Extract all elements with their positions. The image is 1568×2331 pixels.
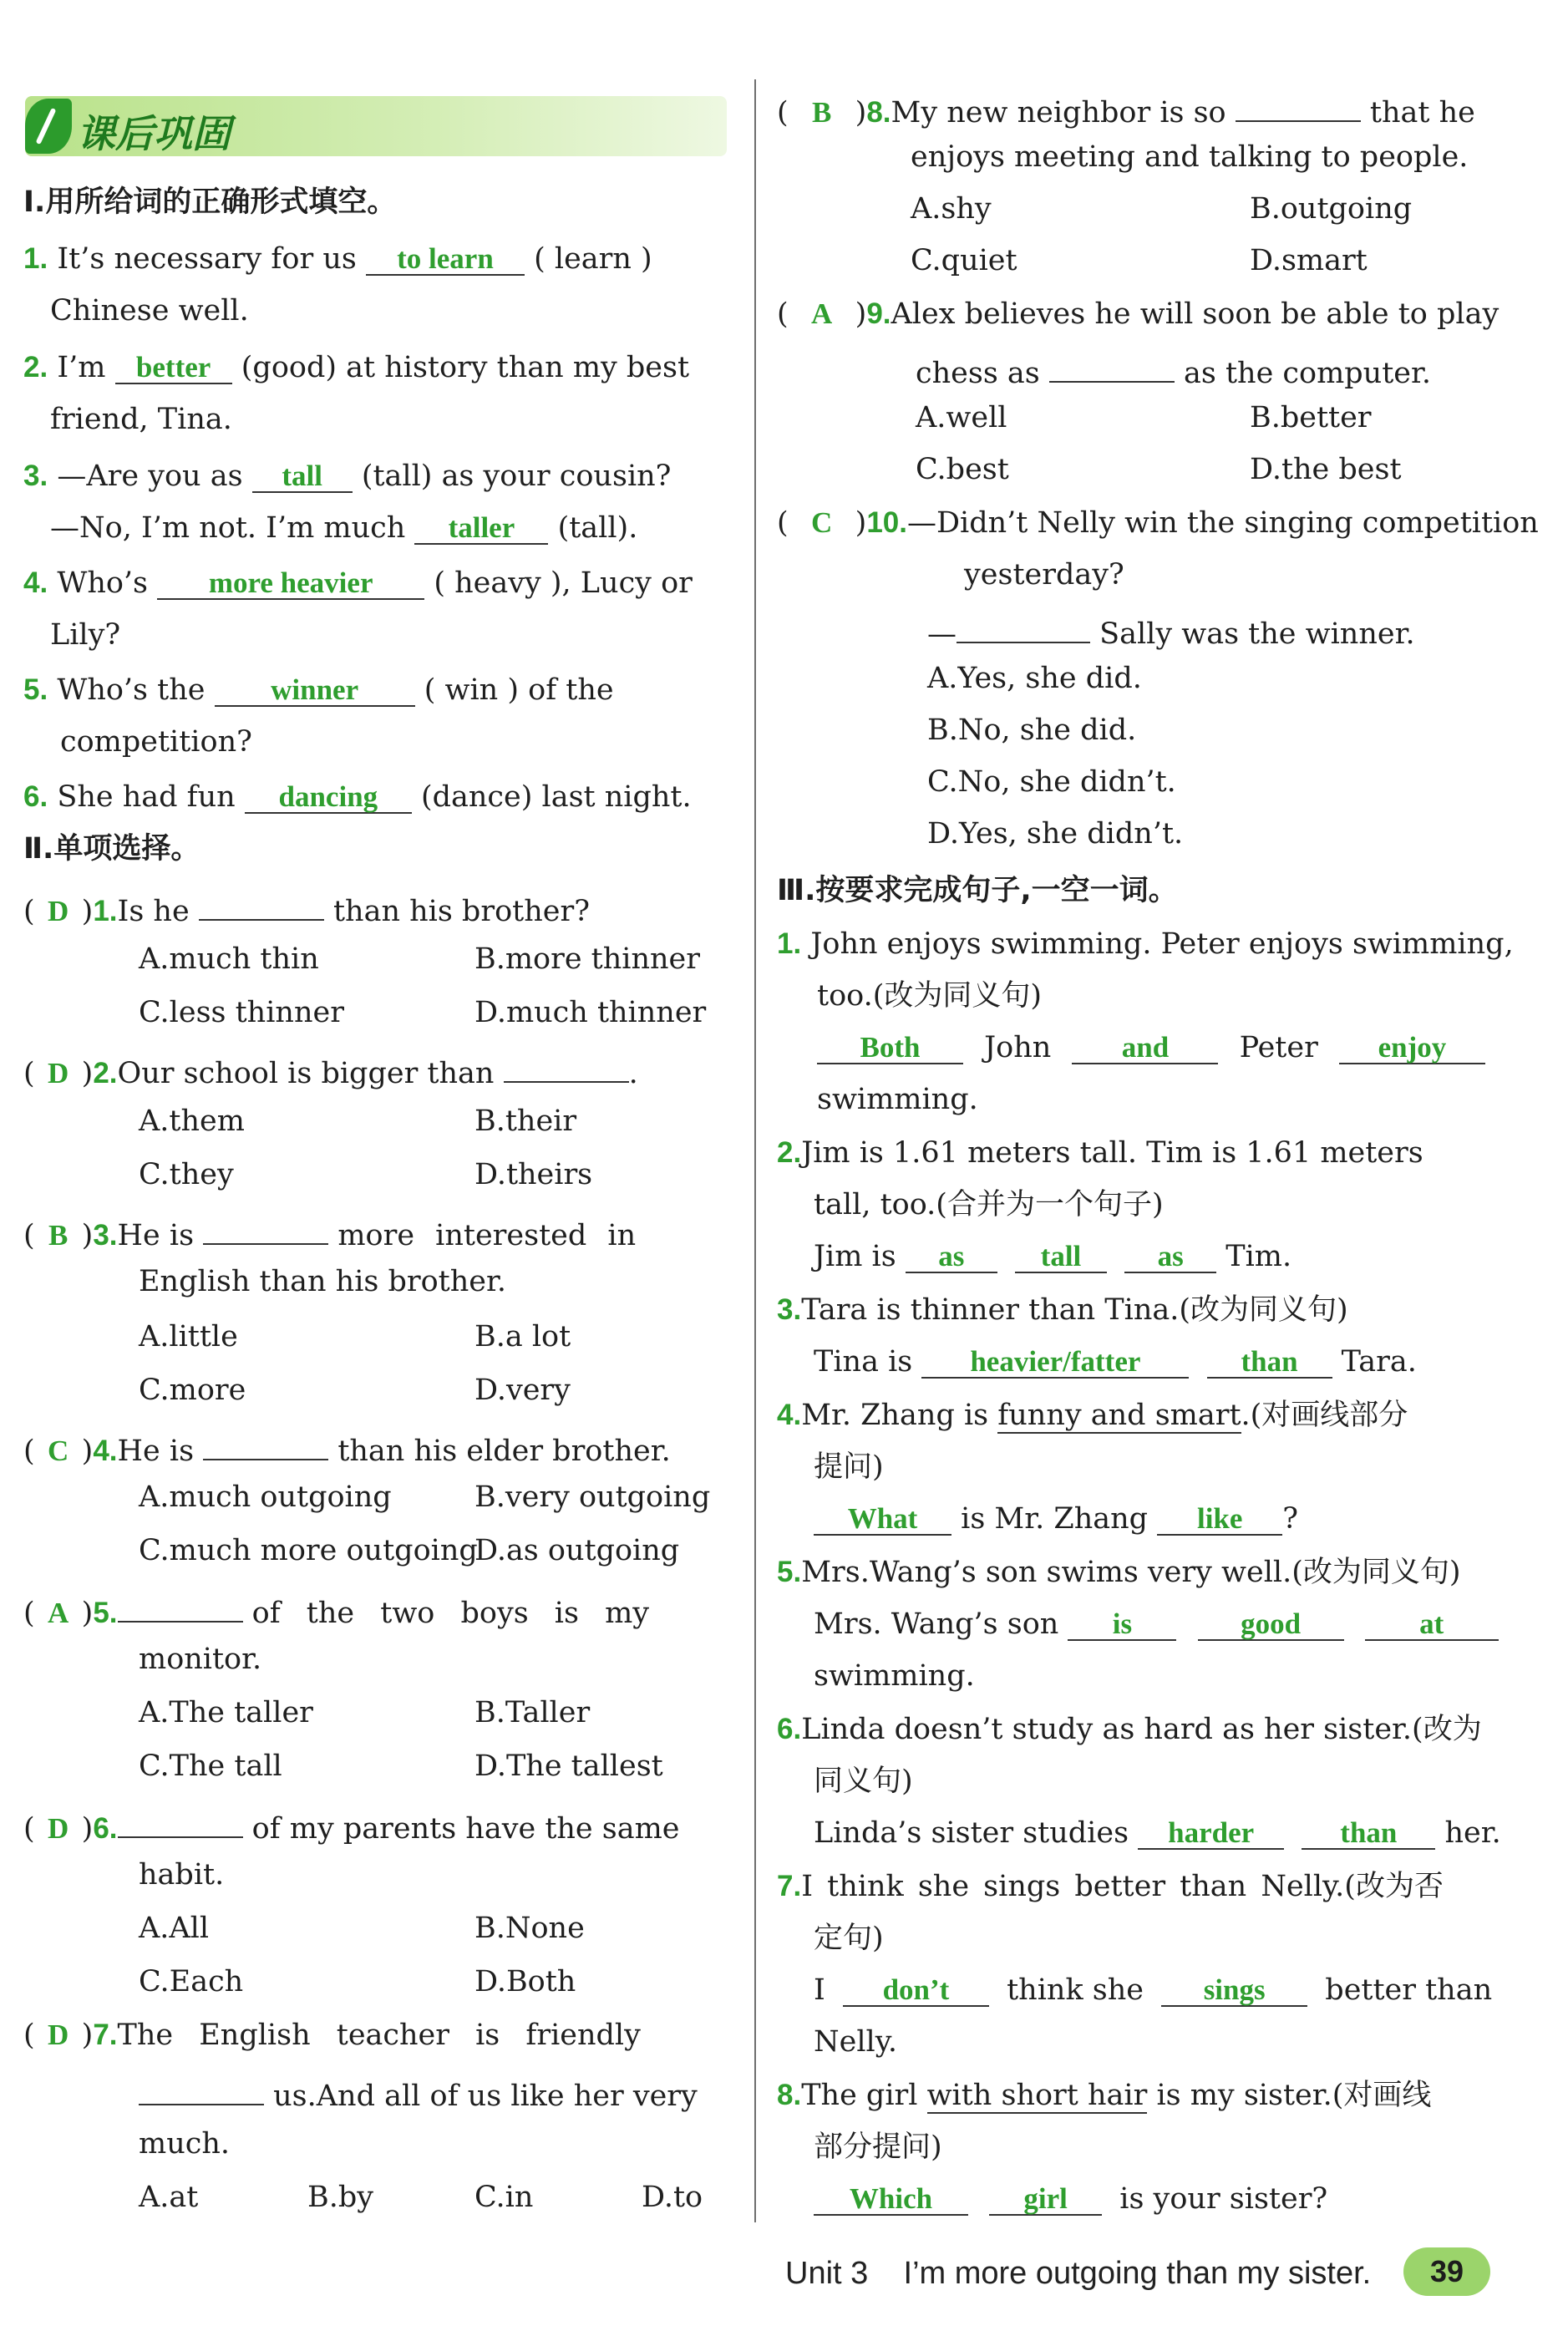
rewrite-item-2: 2.Jim is 1.61 meters tall. Tim is 1.61 meters (777, 1136, 1423, 1170)
mc-3-option-c[interactable]: C.more (139, 1374, 246, 1407)
section-3-title: Ⅲ.按要求完成句子,一空一词。 (777, 874, 1178, 907)
mc-10-option-c[interactable]: C.No, she didn’t. (927, 765, 1176, 799)
mc-5-option-c[interactable]: C.The tall (139, 1750, 282, 1783)
mc-5-cont: monitor. (139, 1643, 262, 1676)
fill-item-3-line2: —No, I’m not. I’m much taller (tall). (50, 511, 638, 545)
mc-question-5: ( A )5. of the two boys is my (23, 1587, 649, 1632)
mc-9-option-b[interactable]: B.better (1250, 401, 1372, 434)
rewrite-8-answer: Which girl is your sister? (814, 2181, 1327, 2217)
mc-5-option-d[interactable]: D.The tallest (474, 1750, 663, 1783)
mc-6-option-c[interactable]: C.Each (139, 1965, 244, 1998)
mc-4-option-c[interactable]: C.much more outgoing (139, 1534, 478, 1567)
mc-7-option-a[interactable]: A.at (139, 2181, 199, 2214)
mc-7-option-d[interactable]: D.to (642, 2181, 703, 2214)
mc-1-option-a[interactable]: A.much thin (139, 942, 319, 976)
rewrite-5-cont: swimming. (814, 1659, 975, 1693)
mc-question-7: ( D )7.The English teacher is friendly (23, 2019, 641, 2052)
mc-10-option-a[interactable]: A.Yes, she did. (927, 662, 1142, 695)
mc-4-option-b[interactable]: B.very outgoing (474, 1480, 711, 1514)
rewrite-1-instruction: too.(改为同义句) (817, 979, 1043, 1013)
mc-question-6: ( D )6. of my parents have the same (23, 1803, 680, 1847)
fill-item-1-cont: Chinese well. (50, 294, 249, 328)
fill-item-5-cont: competition? (60, 725, 252, 759)
mc-1-option-c[interactable]: C.less thinner (139, 996, 344, 1029)
fill-item-6: 6. She had fun dancing (dance) last night. (23, 780, 692, 814)
column-divider (754, 79, 756, 2222)
rewrite-4-instruction: 提问) (814, 1450, 884, 1484)
fill-item-4-cont: Lily? (50, 618, 121, 652)
mc-8-option-a[interactable]: A.shy (911, 192, 992, 226)
mc-5-option-a[interactable]: A.The taller (139, 1696, 313, 1729)
page-number: 39 (1403, 2247, 1490, 2296)
mc-9-option-a[interactable]: A.well (916, 401, 1007, 434)
mc-7-option-b[interactable]: B.by (307, 2181, 374, 2214)
mc-5-option-b[interactable]: B.Taller (474, 1696, 591, 1729)
rewrite-4-answer: What is Mr. Zhang like ? (814, 1501, 1298, 1537)
section-2-title: Ⅱ.单项选择。 (23, 832, 200, 866)
mc-question-1: ( D )1.Is he than his brother? (23, 886, 590, 930)
fill-item-2: 2. I’m better (good) at history than my best (23, 351, 690, 384)
mc-8-option-c[interactable]: C.quiet (911, 244, 1017, 277)
mc-1-option-d[interactable]: D.much thinner (474, 996, 707, 1029)
mc-10-line2: yesterday? (964, 558, 1124, 592)
fill-item-2-cont: friend, Tina. (50, 403, 232, 436)
rewrite-item-3: 3.Tara is thinner than Tina.(改为同义句) (777, 1293, 1348, 1327)
fill-item-4: 4. Who’s more heavier ( heavy ), Lucy or (23, 566, 693, 600)
mc-4-option-a[interactable]: A.much outgoing (139, 1480, 392, 1514)
section-1-title: Ⅰ.用所给词的正确形式填空。 (23, 185, 397, 219)
rewrite-8-instruction: 部分提问) (814, 2130, 942, 2164)
footer-unit: Unit 3 (785, 2256, 869, 2291)
rewrite-7-instruction: 定句) (814, 1922, 884, 1955)
mc-6-option-a[interactable]: A.All (139, 1912, 210, 1945)
mc-6-cont: habit. (139, 1858, 225, 1892)
rewrite-1-answer: Both John and Peter enjoy (817, 1029, 1485, 1066)
mc-6-option-d[interactable]: D.Both (474, 1965, 576, 1998)
mc-9-line2: chess as as the computer. (916, 348, 1431, 392)
mc-4-option-d[interactable]: D.as outgoing (474, 1534, 680, 1567)
mc-question-9: ( A )9.Alex believes he will soon be able to play (777, 297, 1499, 331)
mc-10-option-b[interactable]: B.No, she did. (927, 714, 1137, 747)
rewrite-item-6: 6.Linda doesn’t study as hard as her sister.(改为 (777, 1713, 1482, 1746)
mc-10-line3: — Sally was the winner. (927, 608, 1415, 653)
mc-7-option-c[interactable]: C.in (474, 2181, 534, 2214)
rewrite-7-answer: I don’t think she sings better than (814, 1973, 1493, 2007)
mc-question-4: ( C )4.He is than his elder brother. (23, 1425, 671, 1470)
rewrite-item-4: 4.Mr. Zhang is funny and smart.(对画线部分 (777, 1399, 1408, 1432)
mc-10-option-d[interactable]: D.Yes, she didn’t. (927, 817, 1184, 851)
mc-2-option-c[interactable]: C.they (139, 1158, 234, 1191)
mc-question-10: ( C )10.—Didn’t Nelly win the singing competition (777, 506, 1539, 540)
mc-8-cont: enjoys meeting and talking to people. (911, 140, 1469, 174)
footer-title: I’m more outgoing than my sister. (903, 2256, 1372, 2291)
mc-8-option-b[interactable]: B.outgoing (1250, 192, 1413, 226)
mc-2-option-d[interactable]: D.theirs (474, 1158, 593, 1191)
rewrite-6-answer: Linda’s sister studies harder than her. (814, 1816, 1501, 1850)
rewrite-item-8: 8.The girl with short hair is my sister.(对画线 (777, 2079, 1432, 2112)
rewrite-2-answer: Jim is as tall as Tim. (814, 1240, 1292, 1273)
mc-7-line2: us.And all of us like her very (139, 2070, 698, 2115)
rewrite-2-instruction: tall, too.(合并为一个句子) (814, 1188, 1164, 1221)
rewrite-6-instruction: 同义句) (814, 1765, 913, 1798)
mc-3-option-b[interactable]: B.a lot (474, 1320, 571, 1353)
mc-3-option-d[interactable]: D.very (474, 1374, 571, 1407)
mc-1-option-b[interactable]: B.more thinner (474, 942, 701, 976)
mc-question-3: ( B )3.He is more interested in (23, 1210, 636, 1254)
mc-2-option-a[interactable]: A.them (139, 1105, 245, 1138)
mc-question-8: ( B )8.My new neighbor is so that he (777, 87, 1475, 131)
rewrite-item-5: 5.Mrs.Wang’s son swims very well.(改为同义句) (777, 1556, 1461, 1589)
rewrite-1-cont: swimming. (817, 1083, 978, 1116)
rewrite-item-1: 1. John enjoys swimming. Peter enjoys swimming, (777, 927, 1514, 961)
rewrite-5-answer: Mrs. Wang’s son is good at (814, 1606, 1499, 1643)
fill-item-5: 5. Who’s the winner ( win ) of the (23, 673, 614, 707)
rewrite-item-7: 7.I think she sings better than Nelly.(改为否 (777, 1870, 1444, 1903)
mc-7-cont: much. (139, 2127, 230, 2161)
mc-2-option-b[interactable]: B.their (474, 1105, 577, 1138)
page-footer (785, 2256, 1371, 2292)
mc-8-option-d[interactable]: D.smart (1250, 244, 1368, 277)
rewrite-3-answer: Tina is heavier/fatter than Tara. (814, 1345, 1417, 1379)
pen-leaf-icon (25, 99, 72, 154)
rewrite-7-cont: Nelly. (814, 2025, 897, 2059)
fill-item-3: 3. —Are you as tall (tall) as your cousin? (23, 460, 672, 493)
mc-6-option-b[interactable]: B.None (474, 1912, 585, 1945)
fill-item-1: 1. It’s necessary for us to learn ( learn ) (23, 242, 652, 276)
mc-3-cont: English than his brother. (139, 1265, 507, 1298)
mc-3-option-a[interactable]: A.little (139, 1320, 238, 1353)
section-header-title: 课后巩固 (77, 111, 231, 156)
mc-9-option-d[interactable]: D.the best (1250, 453, 1402, 486)
mc-9-option-c[interactable]: C.best (916, 453, 1009, 486)
mc-question-2: ( D )2.Our school is bigger than . (23, 1048, 638, 1092)
